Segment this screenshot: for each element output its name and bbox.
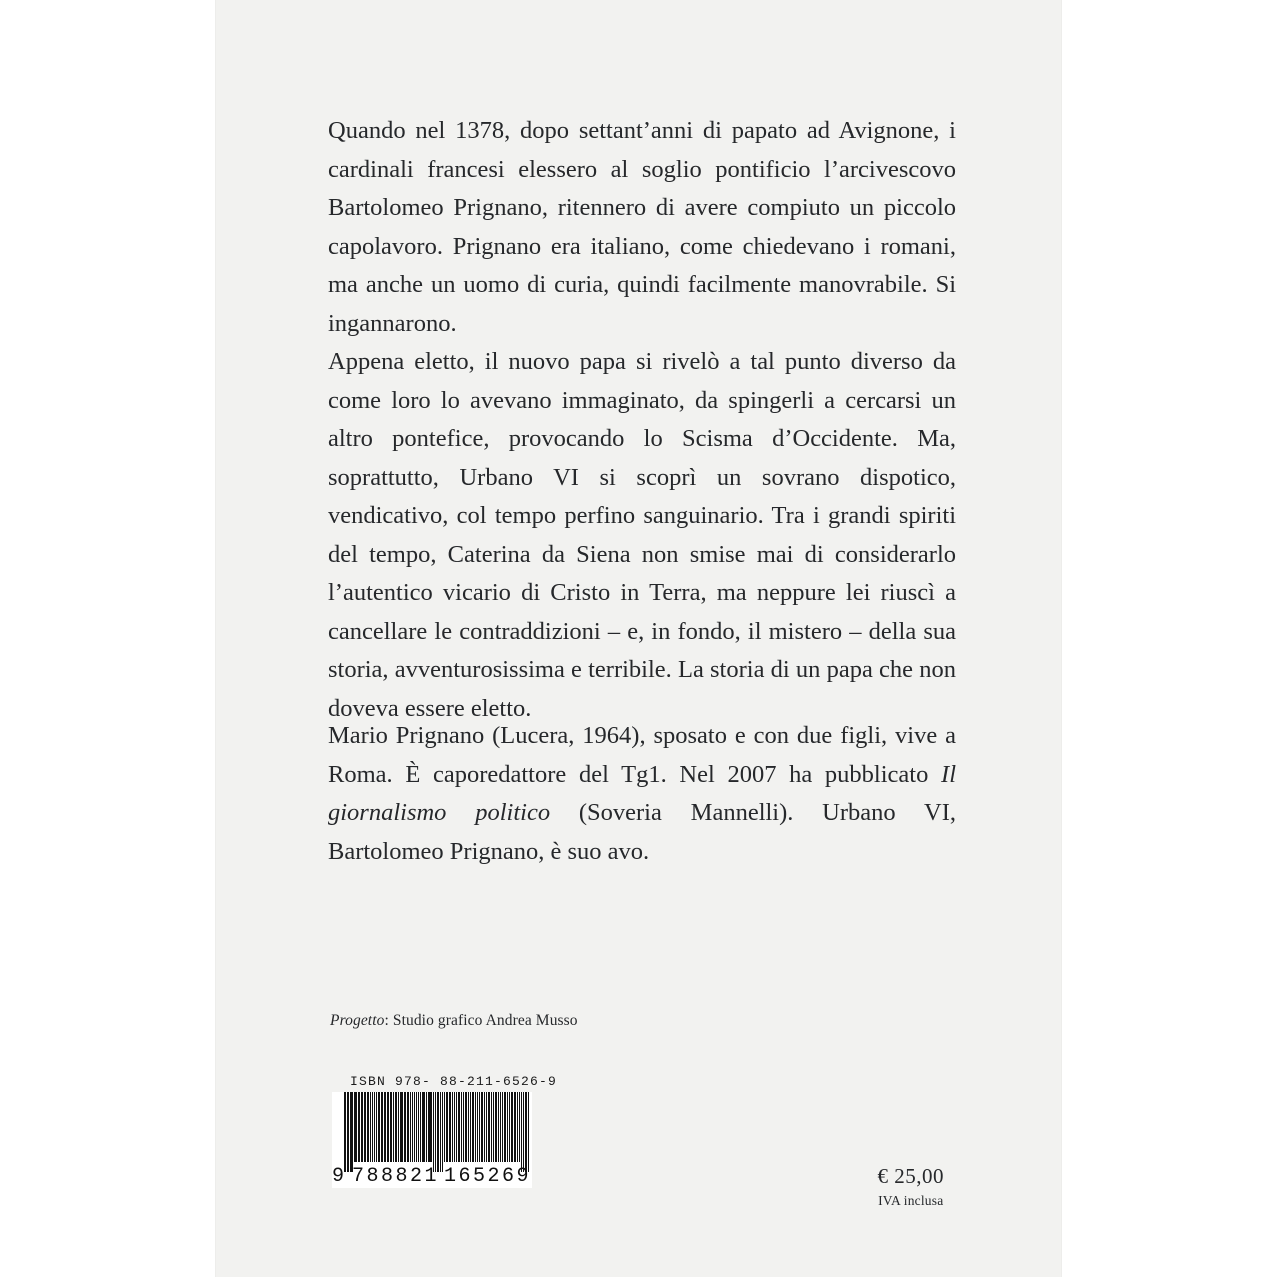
book-back-cover [216, 0, 1061, 1277]
bio-part-2: (Soveria Mannelli). Urbano VI, Bartolomeo Prignano, è suo avo. [328, 799, 956, 865]
blurb-text [328, 112, 956, 728]
barcode-block [332, 1074, 558, 1188]
design-credit-label: Progetto [330, 1012, 385, 1029]
design-credit-value: : Studio grafico Andrea Musso [384, 1012, 578, 1029]
design-credit [330, 1012, 578, 1030]
barcode-bars [344, 1092, 530, 1172]
author-bio-paragraph [328, 717, 956, 871]
isbn-text: ISBN 978- 88-211-6526-9 [350, 1074, 558, 1089]
author-bio [328, 717, 956, 871]
cover-content [328, 0, 958, 1277]
blurb-paragraph-1: Quando nel 1378, dopo settant’anni di papato ad Avignone, i cardinali francesi elessero al soglio pontificio l’arcivescovo Bartolomeo Prignano, ritennero di avere compiuto un piccolo capolavoro. Prignano era italiano, come chiedevano i romani, ma anche un uomo di curia, quindi facilmente manovrabile. Si ingannarono. [328, 117, 956, 337]
bio-part-1: Mario Prignano (Lucera, 1964), sposato e con due figli, vive a Roma. È caporedattore del Tg1. Nel 2007 ha pubblicato [328, 722, 956, 788]
bio-book-title: Il giornalismo politico [328, 760, 956, 826]
price-note: IVA inclusa [878, 1193, 944, 1208]
barcode-digit-group-2: 165269 [444, 1165, 532, 1188]
barcode-image [332, 1092, 532, 1188]
barcode-digit-group-1: 788821 [352, 1165, 440, 1188]
blurb-paragraph-2: Appena eletto, il nuovo papa si rivelò a tal punto diverso da come loro lo avevano immaginato, da spingerli a cercarsi un altro pontefice, provocando lo Scisma d’Occidente. Ma, soprattutto, Urbano VI si scoprì un sovrano dispotico, vendicativo, col tempo perfino sanguinario. Tra i grandi spiriti del tempo, Caterina da Siena non smise mai di considerarlo l’autentico vicario di Cristo in Terra, ma neppure lei riuscì a cancellare le contraddizioni – e, in fondo, il mistero – della sua storia, avventurosissima e terribile. La storia di un papa che non doveva essere eletto. [328, 348, 956, 722]
barcode-digit-lead: 9 [332, 1165, 347, 1188]
price-amount: € 25,00 [877, 1164, 944, 1188]
price-block [878, 1164, 945, 1209]
